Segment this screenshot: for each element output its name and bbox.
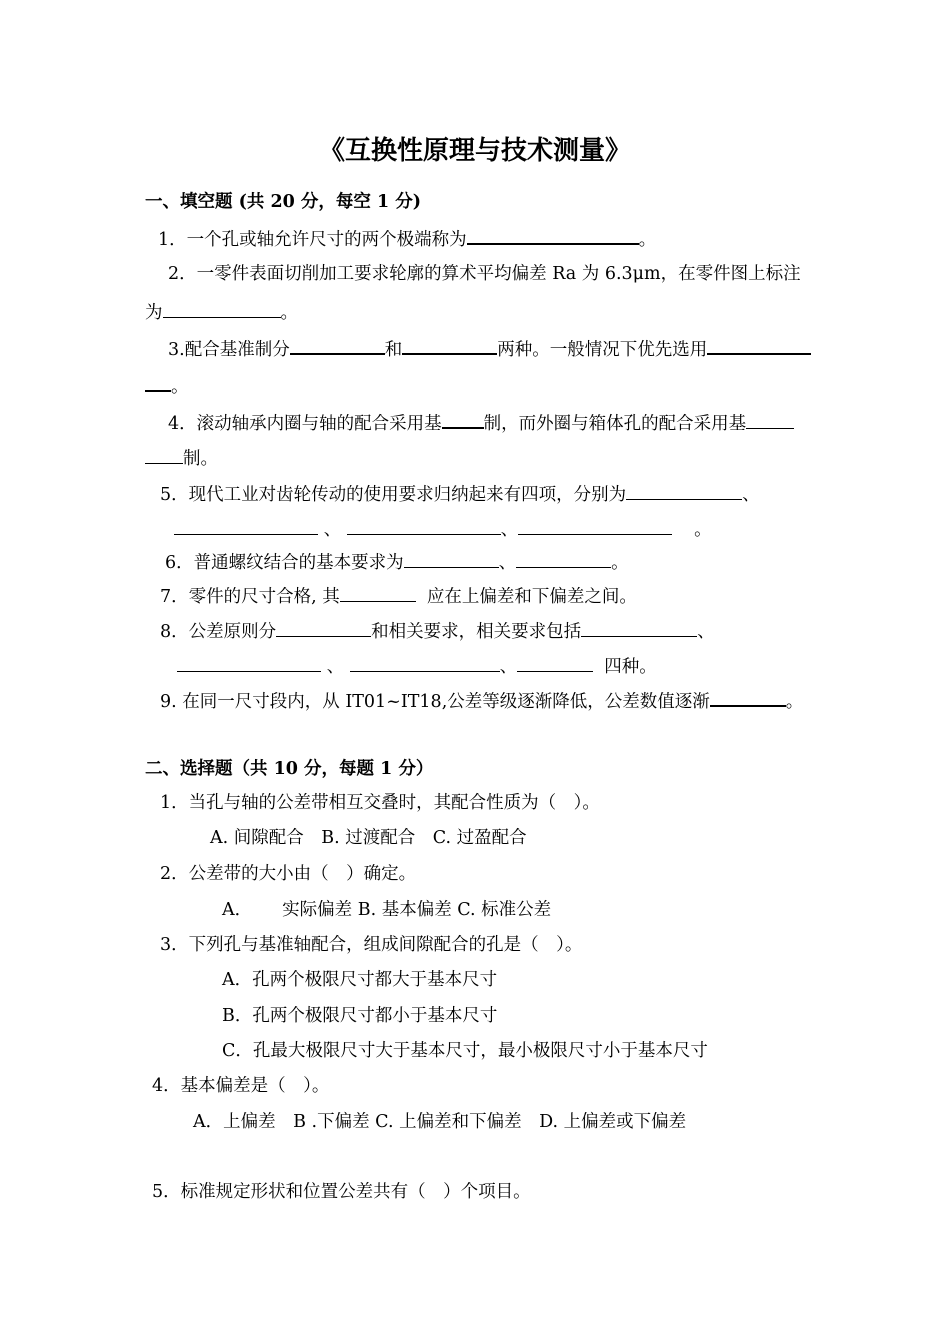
question-end: 。 bbox=[785, 692, 804, 712]
answer-blank[interactable] bbox=[467, 225, 639, 245]
answer-blank[interactable] bbox=[340, 583, 416, 602]
separator: 、 bbox=[742, 485, 760, 505]
answer-blank[interactable] bbox=[402, 335, 497, 355]
fill-question-8-cont bbox=[177, 653, 657, 679]
question-end: 。 bbox=[694, 520, 712, 540]
question-end: 四种。 bbox=[604, 657, 657, 677]
question-text: 2．一零件表面切削加工要求轮廓的算术平均偏差 Ra 为 6.3μm，在零件图上标注 bbox=[168, 264, 801, 284]
section1-heading: 一、填空题 (共 20 分，每空 1 分) bbox=[145, 192, 422, 212]
question-text: 1．一个孔或轴允许尺寸的两个极端称为 bbox=[158, 230, 467, 250]
separator: 、 bbox=[697, 622, 715, 642]
option-label: A． bbox=[222, 900, 253, 920]
choice-question-3-option-c[interactable]: C．孔最大极限尺寸大于基本尺寸，最小极限尺寸小于基本尺寸 bbox=[222, 1041, 708, 1061]
document-title: 《互换性原理与技术测量》 bbox=[318, 136, 631, 166]
answer-blank[interactable] bbox=[710, 687, 786, 707]
question-text: 3.配合基准制分 bbox=[168, 340, 290, 360]
choice-question-1-options[interactable]: A. 间隙配合 B. 过渡配合 C. 过盈配合 bbox=[210, 828, 527, 848]
question-text: 7．零件的尺寸合格, 其 bbox=[160, 587, 340, 607]
separator: 、 bbox=[500, 520, 519, 540]
choice-question-2: 2．公差带的大小由（ ）确定。 bbox=[160, 864, 417, 884]
choice-question-4-options[interactable]: A．上偏差 B .下偏差 C. 上偏差和下偏差 D. 上偏差或下偏差 bbox=[193, 1112, 687, 1132]
separator: 、 bbox=[326, 657, 345, 677]
choice-question-3: 3．下列孔与基准轴配合，组成间隙配合的孔是（ ）。 bbox=[160, 935, 583, 955]
answer-blank[interactable] bbox=[442, 409, 484, 429]
question-text: 8．公差原则分 bbox=[160, 622, 277, 642]
question-text: 4．滚动轴承内圈与轴的配合采用基 bbox=[168, 414, 442, 434]
fill-question-5 bbox=[160, 481, 760, 507]
answer-blank[interactable] bbox=[145, 372, 171, 392]
answer-blank[interactable] bbox=[290, 335, 385, 355]
question-end: 。 bbox=[280, 303, 298, 323]
answer-blank[interactable] bbox=[145, 445, 183, 464]
answer-blank[interactable] bbox=[350, 653, 500, 672]
question-end: 。 bbox=[638, 230, 657, 250]
fill-question-4-cont bbox=[145, 445, 218, 471]
answer-blank[interactable] bbox=[707, 335, 811, 355]
separator: 、 bbox=[498, 553, 517, 573]
answer-blank[interactable] bbox=[163, 299, 281, 318]
question-end: 。 bbox=[171, 377, 189, 397]
answer-blank[interactable] bbox=[518, 516, 672, 535]
question-text: 6．普通螺纹结合的基本要求为 bbox=[165, 553, 404, 573]
answer-blank[interactable] bbox=[626, 481, 742, 500]
question-end: 制。 bbox=[183, 449, 218, 469]
question-text: 制，而外圈与箱体孔的配合采用基 bbox=[483, 414, 747, 434]
fill-question-4 bbox=[168, 409, 794, 436]
choice-question-2-options[interactable] bbox=[222, 898, 551, 922]
separator: 、 bbox=[499, 657, 518, 677]
question-text: 和相关要求，相关要求包括 bbox=[371, 622, 582, 642]
choice-question-4: 4．基本偏差是（ ）。 bbox=[152, 1076, 330, 1096]
fill-question-5-cont bbox=[174, 516, 712, 542]
question-text: 和 bbox=[384, 340, 403, 360]
answer-blank[interactable] bbox=[347, 516, 501, 535]
fill-question-3-cont bbox=[145, 372, 189, 399]
choice-question-5: 5．标准规定形状和位置公差共有（ ）个项目。 bbox=[152, 1182, 531, 1202]
answer-blank[interactable] bbox=[516, 549, 611, 568]
option-text: 实际偏差 B. 基本偏差 C. 标准公差 bbox=[282, 900, 552, 920]
choice-question-3-option-a[interactable]: A．孔两个极限尺寸都大于基本尺寸 bbox=[222, 970, 498, 990]
fill-question-3 bbox=[168, 335, 811, 362]
question-text: 5．现代工业对齿轮传动的使用要求归纳起来有四项，分别为 bbox=[160, 485, 627, 505]
question-text: 应在上偏差和下偏差之间。 bbox=[426, 587, 637, 607]
question-text: 9. 在同一尺寸段内，从 IT01~IT18,公差等级逐渐降低，公差数值逐渐 bbox=[160, 692, 710, 712]
fill-question-7 bbox=[160, 583, 637, 609]
answer-blank[interactable] bbox=[404, 549, 499, 568]
question-text: 为 bbox=[145, 303, 163, 323]
fill-question-8 bbox=[160, 618, 715, 644]
separator: 、 bbox=[323, 520, 342, 540]
fill-question-2-cont bbox=[145, 299, 298, 325]
answer-blank[interactable] bbox=[517, 653, 593, 672]
fill-question-9 bbox=[160, 687, 803, 714]
section2-heading: 二、选择题（共 10 分，每题 1 分） bbox=[145, 759, 434, 779]
question-text: 两种。一般情况下优先选用 bbox=[497, 340, 708, 360]
answer-blank[interactable] bbox=[177, 653, 321, 672]
answer-blank[interactable] bbox=[581, 618, 697, 637]
answer-blank[interactable] bbox=[276, 618, 371, 637]
answer-blank[interactable] bbox=[746, 410, 794, 429]
answer-blank[interactable] bbox=[174, 516, 318, 535]
fill-question-6 bbox=[165, 549, 629, 575]
fill-question-2 bbox=[168, 262, 801, 286]
fill-question-1 bbox=[158, 225, 656, 252]
choice-question-3-option-b[interactable]: B．孔两个极限尺寸都小于基本尺寸 bbox=[222, 1006, 498, 1026]
choice-question-1: 1．当孔与轴的公差带相互交叠时，其配合性质为（ ）。 bbox=[160, 793, 600, 813]
question-end: 。 bbox=[611, 553, 629, 573]
